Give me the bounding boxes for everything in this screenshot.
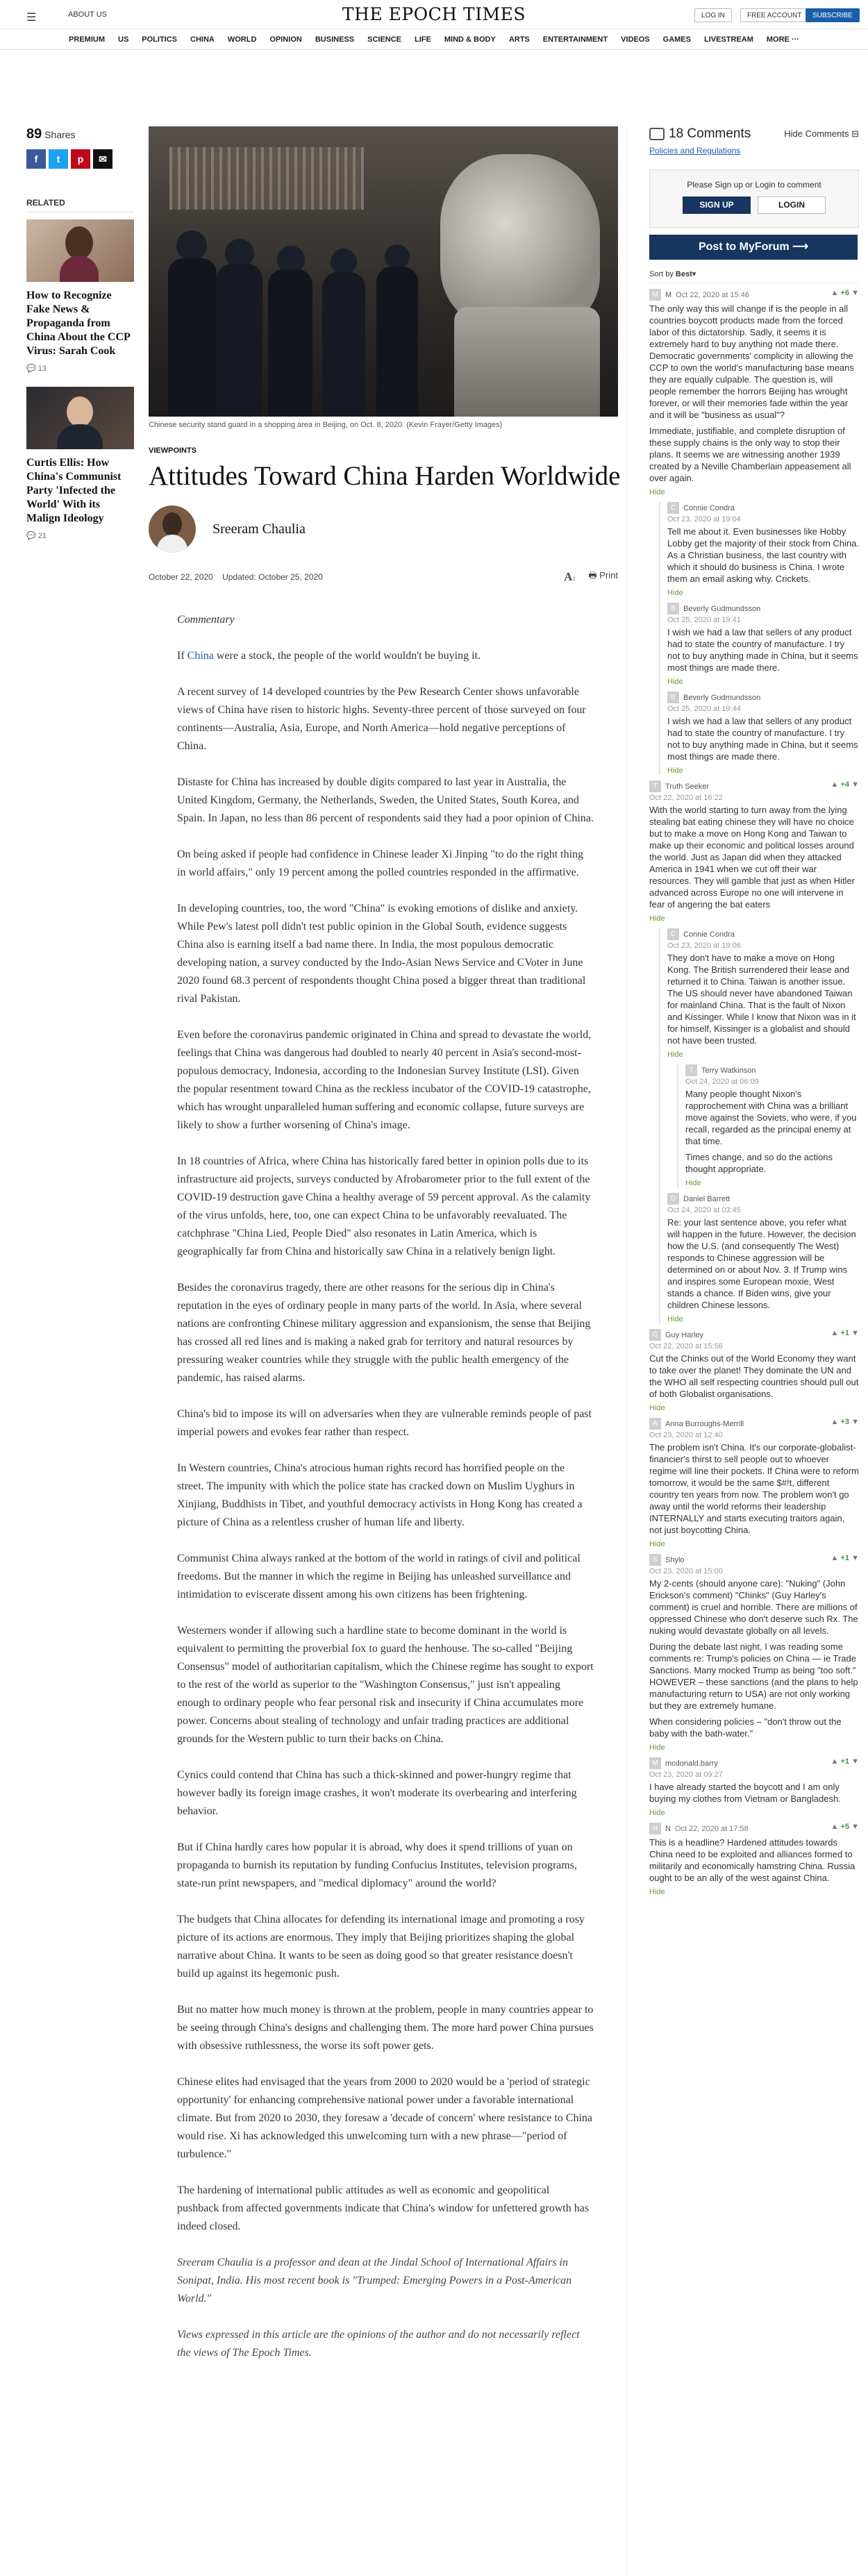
comment-date: Oct 22, 2020 at 15:46 xyxy=(676,290,749,299)
comment-author[interactable]: N xyxy=(665,1824,671,1833)
paragraph: Chinese elites had envisaged that the years from 2000 to 2020 would be a 'period of strategic opportunity' for enhancing comprehensive national power under a favorable international climate. But from 2020 to 2030, they foresaw a 'decade of concern' where resistance to China would rise. Xi has acknowledged this unwelcoming turn with a new phrase—"period of turbulence." xyxy=(177,2076,592,2160)
comment-author[interactable]: M xyxy=(665,290,672,299)
comment-text: Times change, and so do the actions thought appropriate. xyxy=(685,1152,833,1174)
vote-widget[interactable] xyxy=(831,1329,859,1337)
vote-widget[interactable] xyxy=(831,1823,859,1831)
comment-text: Re: your last sentence above, you refer what will happen in the future. However, the decision how the U.S. (and consequently The West) responds to Chinese aggression will be determined on or about Nov. 3. If Trump wins and inspires some European moxie, West stands a chance. If Biden wins, give your children Chinese lessons. xyxy=(667,1217,856,1310)
comment-meta xyxy=(649,1418,859,1430)
comment-text: With the world starting to turn away from the lying stealing bat eating chinese they will have no choice but to make a move on Hong Kong and Taiwan to make up their economic and political losses around the world. Just as Japan did when they attacked America in 1941 when we cut off their war resources. They will gamble that just as when Hitler advanced across Europe no one will intervene in fear of angering the bat eaters xyxy=(649,805,855,910)
policies-link[interactable]: Policies and Regulations xyxy=(649,146,741,156)
paragraph: The hardening of international public attitudes as well as economic and geopolitical pushback from affected governments indicate that China's window for unfettered growth has indeed closed. xyxy=(177,2184,590,2232)
facebook-icon[interactable]: f xyxy=(26,149,46,169)
article-tools xyxy=(564,569,618,585)
paragraph: Even before the coronavirus pandemic originated in China and spread to devastate the world, feelings that China was dangerous had doubled to nearly 40 percent in Asia's second-most-populous democracy, Indonesia, according to the Indonesian Survey Institute (LSI). Given the popular resentment toward China as the reckless incubator of the COVID-19 catastrophe, which has wrought unparalleled human suffering and economic collapse, future surveys are likely to show a further worsening of China's image. xyxy=(177,1029,592,1131)
thumb-up-icon[interactable]: ▲ xyxy=(831,780,839,789)
font-size-icon[interactable]: A↕ xyxy=(564,570,576,583)
comment-meta xyxy=(685,1064,859,1076)
comment xyxy=(649,1757,859,1817)
comments-count xyxy=(649,126,751,142)
related-count-value: 13 xyxy=(37,365,47,373)
related-item[interactable] xyxy=(26,219,134,373)
comment-text: This is a headline? Hardened attitudes towards China need to be exploited and alliances formed to militarily and economically hamstring China. Russia ought to be an ally of the west against China. xyxy=(649,1837,856,1883)
avatar[interactable]: S xyxy=(649,1554,661,1566)
free-account-button[interactable]: FREE ACCOUNT xyxy=(740,8,808,22)
comment-text: They don't have to make a move on Hong Kong. The British surrendered their lease and returned it to China. Taiwan is another issue. The US should never have abandoned Taiwan for mainland China. That is the fault of Nixon and Kissinger. While I know that Nixon was in it for himself, Kissinger is a globalist and should not have been trusted. xyxy=(667,953,856,1046)
nav-item-science[interactable]: SCIENCE xyxy=(367,35,402,44)
author-avatar[interactable] xyxy=(149,505,196,553)
vote-count: +3 xyxy=(840,1418,850,1426)
avatar[interactable]: B xyxy=(667,692,679,703)
comment-author[interactable]: Connie Condra xyxy=(683,503,735,512)
china-topic-link[interactable]: China xyxy=(187,650,214,662)
thumb-down-icon[interactable]: ▼ xyxy=(851,1418,859,1426)
hide-reply-link[interactable]: Hide xyxy=(649,488,665,496)
thumb-up-icon[interactable]: ▲ xyxy=(831,1823,839,1831)
comment-text: My 2-cents (should anyone care): "Nuking" (John Erickson's comment) "Chinks" (Guy Harley's comment) is cruel and horrible. There are millions of oppressed Chinese who don't deserve such Rx. The nuking would devastate globally on all levels. xyxy=(649,1578,858,1636)
vote-widget[interactable] xyxy=(831,1418,859,1426)
thumb-down-icon[interactable]: ▼ xyxy=(851,289,859,297)
share-icons xyxy=(26,149,134,169)
nav-item-videos[interactable]: VIDEOS xyxy=(621,35,650,44)
article-dates xyxy=(149,569,618,585)
comment xyxy=(667,692,859,775)
print-label: Print xyxy=(599,570,618,580)
avatar[interactable]: C xyxy=(667,502,679,514)
comment xyxy=(649,1418,859,1548)
avatar[interactable]: M xyxy=(649,1757,661,1769)
email-icon[interactable]: ✉ xyxy=(93,149,112,169)
paragraph: In 18 countries of Africa, where China has historically fared better in opinion polls due to its infrastructure aid projects, surveys conducted by Afrobarometer prior to the full extent of the COVID-19 destruction gave China a healthy average of 59 percent approval. As the calamity of the virus unfolds, here, too, one can expect China to be unfavorably reevaluated. The catchphrase "China Lied, People Died" also resonates in Latin America, which is geographically far from China and historically saw China in a relatively benign light. xyxy=(177,1155,591,1257)
nav-item-mind-body[interactable]: MIND & BODY xyxy=(444,35,496,44)
comments-panel xyxy=(649,126,859,1896)
comment-meta xyxy=(649,1329,859,1341)
comment-date: Oct 22, 2020 at 15:56 xyxy=(649,1342,723,1350)
comment-meta xyxy=(667,603,859,614)
vote-widget[interactable] xyxy=(831,1554,859,1562)
article-main xyxy=(139,126,627,2576)
nav-item-life[interactable]: LIFE xyxy=(415,35,431,44)
paragraph-text: If xyxy=(177,650,187,662)
signin-message: Please Sign up or Login to comment xyxy=(687,180,821,190)
comments-count-label: 18 Comments xyxy=(669,126,751,141)
comment-bubble-icon: 💬 xyxy=(26,532,36,540)
post-label: Post to MyForum xyxy=(698,241,790,253)
hide-reply-link[interactable]: Hide xyxy=(667,1315,683,1323)
avatar[interactable]: B xyxy=(667,603,679,614)
font-size-label: A xyxy=(564,570,573,583)
more-dots-icon: ··· xyxy=(791,35,799,44)
hide-reply-link[interactable]: Hide xyxy=(667,767,683,775)
comment-date: Oct 22, 2020 at 17:58 xyxy=(674,1824,749,1833)
comment-text: The problem isn't China. It's our corporate-globalist-financier's thirst to sell people out to whoever regime will line their pockets. If China were to reform tomorrow, it would be the same $#!t, different country ten years from now. The problem won't go away until the world reforms their leadership INTERNALLY and starts executing traitors again, not just boycotting China. xyxy=(649,1442,860,1535)
comment-text: Cut the Chinks out of the World Economy they want to take over the planet! They dominate the UN and the WHO all self respecting countries should pull out of both Globalist organisations. xyxy=(649,1353,859,1399)
share-count xyxy=(26,126,134,142)
collapse-icon: ⊟ xyxy=(851,128,859,139)
nav-more-label: MORE xyxy=(766,35,790,44)
vote-count: +1 xyxy=(840,1757,850,1766)
comment-author[interactable]: Truth Seeker xyxy=(665,782,710,791)
comment-meta xyxy=(667,692,859,703)
thumb-down-icon[interactable]: ▼ xyxy=(851,1329,859,1337)
paragraph: Communist China always ranked at the bottom of the world in ratings of civil and political freedoms. But the manner in which the regime in Beijing has unleashed surveillance and intimidation to eviscerate dissent among his own citizens has been frightening. xyxy=(177,1553,581,1600)
comment-meta xyxy=(649,1823,859,1834)
hide-comments-label: Hide Comments xyxy=(784,128,849,139)
reply-thread xyxy=(659,928,859,1323)
nav-item-livestream[interactable]: LIVESTREAM xyxy=(703,35,753,44)
nav-item-opinion[interactable]: OPINION xyxy=(269,35,302,44)
paragraph-text: were a stock, the people of the world wouldn't be buying it. xyxy=(213,650,481,662)
vote-count: +1 xyxy=(840,1554,850,1562)
comment-date: Oct 23, 2020 at 19:06 xyxy=(667,942,741,950)
comment-meta xyxy=(649,289,859,301)
related-count-value: 21 xyxy=(37,532,47,540)
commentary-label: Commentary xyxy=(177,614,235,626)
comment-author[interactable]: mcdonald.barry xyxy=(665,1759,718,1768)
section-label[interactable]: VIEWPOINTS xyxy=(149,446,197,455)
comment-date: Oct 23, 2020 at 15:00 xyxy=(649,1567,723,1575)
article-body xyxy=(177,611,594,2362)
thumb-up-icon[interactable]: ▲ xyxy=(831,289,839,297)
hide-reply-link[interactable]: Hide xyxy=(649,914,665,923)
thumb-up-icon[interactable]: ▲ xyxy=(831,1418,839,1426)
comment-date: Oct 23, 2020 at 09:27 xyxy=(649,1771,723,1779)
comment-author[interactable]: Shylo xyxy=(665,1555,685,1564)
vote-widget[interactable] xyxy=(831,780,859,789)
comment-bubble-icon xyxy=(649,128,665,140)
hide-reply-link[interactable]: Hide xyxy=(667,589,683,597)
paragraph: In developing countries, too, the word "China" is evoking emotions of dislike and anxiety. While Pew's latest poll didn't test public opinion in the Global South, evidence suggests China also is earning itself a bad name there. In India, the most populous democratic developing nation, a survey conducted by the Indo-Asian News Service and CVoter in June 2020 found 68.3 percent of respondents thought China posed a bigger threat than traditional rival Pakistan. xyxy=(177,903,586,1005)
comment-date: Oct 22, 2020 at 16:22 xyxy=(649,794,723,802)
thumb-down-icon[interactable]: ▼ xyxy=(851,1823,859,1831)
comment xyxy=(667,502,859,597)
comment-text: When considering policies – "don't throw out the baby with the bath-water." xyxy=(649,1716,842,1739)
article-title: Attitudes Toward China Harden Worldwide xyxy=(149,461,621,491)
vote-widget[interactable] xyxy=(831,289,859,297)
comment-text: Many people thought Nixon's rapprochement with China was a brilliant move against the Soviets, who were, if you recall, regarded as the principal enemy at that time. xyxy=(685,1089,857,1146)
author-name[interactable]: Sreeram Chaulia xyxy=(212,521,306,537)
sort-value: Best xyxy=(675,270,692,278)
chevron-down-icon: ▾ xyxy=(692,270,696,278)
comment-author[interactable]: Anna Burroughs-Merrill xyxy=(665,1419,744,1428)
comment-meta xyxy=(649,1757,859,1769)
related-thumbnail[interactable] xyxy=(26,387,134,449)
avatar[interactable]: G xyxy=(649,1329,661,1341)
nav-item-business[interactable]: BUSINESS xyxy=(315,35,355,44)
login-button[interactable]: LOG IN xyxy=(694,8,732,22)
comment-text: Tell me about it. Even businesses like Hobby Lobby get the majority of their stock from China. As a Christian business, the last country with which it should do business is China. I wrote them an email asking why. Crickets. xyxy=(667,526,860,584)
share-label: Shares xyxy=(44,129,76,140)
hide-reply-link[interactable]: Hide xyxy=(649,1809,665,1817)
comment-text: During the debate last night, I was reading some comments re: Trump's policies on China — ie Trade Sanctions. Many mocked Trump as being "too soft." HOWEVER – these sanctions (and the plans to help manufacturing return to USA) are not only working but they are extremely humane. xyxy=(649,1641,858,1711)
hamburger-menu-icon[interactable]: ☰ xyxy=(26,12,37,24)
avatar[interactable]: T xyxy=(685,1064,697,1076)
paragraph: But if China hardly cares how popular it is abroad, why does it spend trillions of yuan on propaganda to burnish its reputation by funding Confucius Institutes, television programs, state-run print newspapers, and "medical diplomacy" around the world? xyxy=(177,1841,577,1889)
vote-widget[interactable] xyxy=(831,1757,859,1766)
comment-meta xyxy=(667,1193,859,1205)
comment-text: I wish we had a law that sellers of any product had to state the country of manufacture. I try not to buy anything made in China, but it seems most things are made there. xyxy=(667,716,858,762)
paragraph: Distaste for China has increased by double digits compared to last year in Australia, the United Kingdom, Germany, the Netherlands, Sweden, the United States, South Korea, and Spain. In Japan, no less than 86 percent of respondents said they had a poor opinion of China. xyxy=(177,776,594,824)
paragraph: In Western countries, China's atrocious human rights record has horrified people on the street. The impunity with which the police state has cracked down on Muslim Uyghurs in Xinjiang, Buddhists in Tibet, and youthful democracy activists in Hong Kong has created a picture of China as a relentless crusher of human life and liberty. xyxy=(177,1462,583,1528)
nav-item-more[interactable] xyxy=(767,35,799,44)
login-button[interactable]: LOGIN xyxy=(758,196,826,214)
sort-control[interactable] xyxy=(649,269,859,283)
hide-reply-link[interactable]: Hide xyxy=(649,1404,665,1412)
twitter-icon[interactable]: t xyxy=(49,149,68,169)
thumb-up-icon[interactable]: ▲ xyxy=(831,1757,839,1766)
print-icon: 🖶 xyxy=(588,570,597,580)
updated-date: Updated: October 25, 2020 xyxy=(222,572,323,582)
vote-count: +1 xyxy=(840,1329,850,1337)
paragraph: Cynics could contend that China has such a thick-skinned and power-hungry regime that however badly its foreign image crashes, it won't moderate its overbearing and interfering behavior. xyxy=(177,1769,577,1817)
comment-text: I have already started the boycott and I am only buying my clothes from Vietnam or Bangladesh. xyxy=(649,1782,841,1804)
signin-box xyxy=(649,169,859,228)
comment xyxy=(685,1064,859,1187)
disclaimer: Views expressed in this article are the opinions of the author and do not necessarily reflect the views of The Epoch Times. xyxy=(177,2329,580,2359)
subscribe-button[interactable]: SUBSCRIBE xyxy=(806,8,860,22)
comment-text: The only way this will change if is the people in all countries boycott products made from the forced labor of this dictatorship. Sadly, it seems it is extremely hard to buy anything not made there. Democratic governments' complicity in allowing the CCP to own the world's manufacturing base means they are equally culpable. The question is, will people remember the horrors Beijing has wrought forever, or will their memories fade within the year and it will be "business as usual"? xyxy=(649,303,854,420)
comment-date: Oct 23, 2020 at 12:40 xyxy=(649,1431,723,1439)
comment-date: Oct 24, 2020 at 03:45 xyxy=(667,1206,741,1214)
vote-count: +5 xyxy=(840,1823,850,1831)
comment-date: Oct 25, 2020 at 19:41 xyxy=(667,616,741,624)
comment-text: Immediate, justifiable, and complete disruption of these supply chains is the only way to stop their plans. It seems we are witnessing another 1939 created by a Neville Chamberlain appeasement all over again. xyxy=(649,426,851,483)
paragraph: On being asked if people had confidence in Chinese leader Xi Jinping "to do the right thing in world affairs," only 19 percent among the polled countries responded in the affirmative. xyxy=(177,848,584,878)
thumb-down-icon[interactable]: ▼ xyxy=(851,1554,859,1562)
related-comment-count xyxy=(26,364,134,373)
nav-item-world[interactable]: WORLD xyxy=(227,35,257,44)
comment xyxy=(649,289,859,496)
share-number: 89 xyxy=(26,126,42,142)
comment-date: Oct 23, 2020 at 19:04 xyxy=(667,515,741,524)
sort-label: Sort by xyxy=(649,270,674,278)
paragraph: The budgets that China allocates for defending its international image and promoting a rosy picture of its actions are enormous. They imply that Beijing prioritizes shaping the global narrative about China. It wants to be seen as doing good so that greater resistance doesn't build up against its hegemonic push. xyxy=(177,1914,585,1980)
nav-item-china[interactable]: CHINA xyxy=(190,35,215,44)
thumb-up-icon[interactable]: ▲ xyxy=(831,1554,839,1562)
hide-reply-link[interactable]: Hide xyxy=(649,1540,665,1548)
pinterest-icon[interactable]: p xyxy=(71,149,90,169)
author-bio: Sreeram Chaulia is a professor and dean at the Jindal School of International Affairs in Sonipat, India. His most recent book is "Trumped: Emerging Powers in a Post-American World." xyxy=(177,2257,572,2305)
nav-item-politics[interactable]: POLITICS xyxy=(142,35,178,44)
paragraph: But no matter how much money is thrown at the problem, people in many countries appear to be seeing through China's designs and challenging them. The more hard power China pursues with obsessive ruthlessness, the worse its soft power gets. xyxy=(177,2004,594,2052)
comment-meta xyxy=(667,502,859,514)
hide-comments-toggle[interactable] xyxy=(784,128,859,140)
comment-meta xyxy=(667,928,859,940)
avatar[interactable]: T xyxy=(649,780,661,792)
comment-author[interactable]: Daniel Barrett xyxy=(683,1194,731,1203)
comment-meta xyxy=(649,780,859,792)
related-thumbnail[interactable] xyxy=(26,219,134,282)
avatar[interactable]: M xyxy=(649,289,661,301)
top-bar xyxy=(0,0,868,29)
comment xyxy=(649,780,859,923)
comment-bubble-icon: 💬 xyxy=(26,365,36,373)
paragraph: Besides the coronavirus tragedy, there are other reasons for the serious dip in China's reputation in the eyes of ordinary people in many parts of the world. In Asia, where several nations are confronting Chinese military aggression and expansionism, the sense that Beijing has crossed all red lines and is making a naked grab for territory and natural resources by pressuring weaker countries while they struggle with the public health emergency of the pandemic, has raised alarms. xyxy=(177,1282,591,1384)
publish-date: October 22, 2020 xyxy=(149,572,213,582)
avatar[interactable]: C xyxy=(667,928,679,940)
comments-header xyxy=(649,126,859,142)
vote-count: +4 xyxy=(840,780,850,789)
comment xyxy=(667,603,859,686)
nav-item-entertainment[interactable]: ENTERTAINMENT xyxy=(542,35,608,44)
nav-item-arts[interactable]: ARTS xyxy=(508,35,530,44)
paragraph xyxy=(177,647,594,665)
comment-date: Oct 25, 2020 at 19:44 xyxy=(667,705,741,713)
hide-reply-link[interactable]: Hide xyxy=(667,1051,683,1059)
avatar[interactable]: D xyxy=(667,1193,679,1205)
avatar[interactable]: N xyxy=(649,1823,661,1834)
paragraph: Westerners wonder if allowing such a hardline state to become dominant in the world is equivalent to permitting the proverbial fox to guard the henhouse. The so-called "Beijing Consensus" model of authoritarian capitalism, which the Chinese regime has sought to export to the rest of the world as superior to the "Washington Consensus," just isn't appealing enough to ordinary people who fear personal risk and insecurity if China accumulates more power. Concerns about stealing of technology and unfair trading practices are additional grounds for the Western public to turn their backs on China. xyxy=(177,1625,594,1745)
arrow-right-icon: ⟶ xyxy=(792,241,809,253)
author-block xyxy=(149,505,626,553)
comment-author[interactable]: Terry Watkinson xyxy=(701,1066,756,1075)
hide-reply-link[interactable]: Hide xyxy=(667,678,683,686)
post-to-myforum-button[interactable] xyxy=(649,235,858,260)
print-button[interactable] xyxy=(588,569,618,585)
reply-thread xyxy=(659,502,859,775)
comment xyxy=(667,928,859,1059)
paragraph: A recent survey of 14 developed countries by the Pew Research Center shows unfavorable views of China have risen to historic highs. Seventy-three percent of those surveyed on four continents—Australia, Asia, Europe, and North America—hold negative perceptions of China. xyxy=(177,686,586,752)
paragraph: China's bid to impose its will on adversaries when they are vulnerable reminds people of past imperial powers and evokes fear rather than respect. xyxy=(177,1408,592,1438)
related-comment-count xyxy=(26,531,134,540)
comment-text: I wish we had a law that sellers of any product had to state the country of manufacture. I try not to buy anything made in China, but it seems most things are made there. xyxy=(667,627,858,673)
nav-item-us[interactable]: US xyxy=(118,35,129,44)
avatar[interactable]: A xyxy=(649,1418,661,1430)
signup-button[interactable]: SIGN UP xyxy=(683,196,751,214)
comment-author[interactable]: Guy Harley xyxy=(665,1330,704,1339)
comment-meta xyxy=(649,1554,859,1566)
thumb-down-icon[interactable]: ▼ xyxy=(851,1757,859,1766)
reply-thread xyxy=(677,1064,859,1187)
comment xyxy=(649,1554,859,1752)
related-title[interactable]: How to Recognize Fake News & Propaganda from China About the CCP Virus: Sarah Cook xyxy=(26,290,130,357)
comment xyxy=(667,1193,859,1323)
related-title[interactable]: Curtis Ellis: How China's Communist Party 'Infected the World' With its Malign Ideology xyxy=(26,457,122,524)
thumb-up-icon[interactable]: ▲ xyxy=(831,1329,839,1337)
related-heading: RELATED xyxy=(26,198,134,212)
hero-image xyxy=(149,126,618,417)
nav-item-premium[interactable]: PREMIUM xyxy=(69,35,105,44)
comment xyxy=(649,1823,859,1896)
hide-reply-link[interactable]: Hide xyxy=(649,1888,665,1896)
comment-author[interactable]: Beverly Gudmundsson xyxy=(683,693,761,702)
thumb-down-icon[interactable]: ▼ xyxy=(851,780,859,789)
main-nav xyxy=(0,29,868,50)
comment-author[interactable]: Connie Condra xyxy=(683,930,735,939)
comment xyxy=(649,1329,859,1412)
signin-buttons xyxy=(650,196,858,214)
hide-reply-link[interactable]: Hide xyxy=(649,1743,665,1752)
hero-caption: Chinese security stand guard in a shopping area in Beijing, on Oct. 8, 2020. (Kevin Frayer/Getty Images) xyxy=(149,421,503,429)
about-us-link[interactable]: ABOUT US xyxy=(68,10,108,19)
vote-count: +6 xyxy=(840,289,850,297)
hide-reply-link[interactable]: Hide xyxy=(685,1179,701,1187)
related-item[interactable] xyxy=(26,387,134,540)
comment-author[interactable]: Beverly Gudmundsson xyxy=(683,604,761,613)
comment-date: Oct 24, 2020 at 06:09 xyxy=(685,1078,759,1086)
site-logo[interactable]: THE EPOCH TIMES xyxy=(342,4,526,24)
nav-item-games[interactable]: GAMES xyxy=(662,35,691,44)
left-sidebar xyxy=(26,126,134,540)
